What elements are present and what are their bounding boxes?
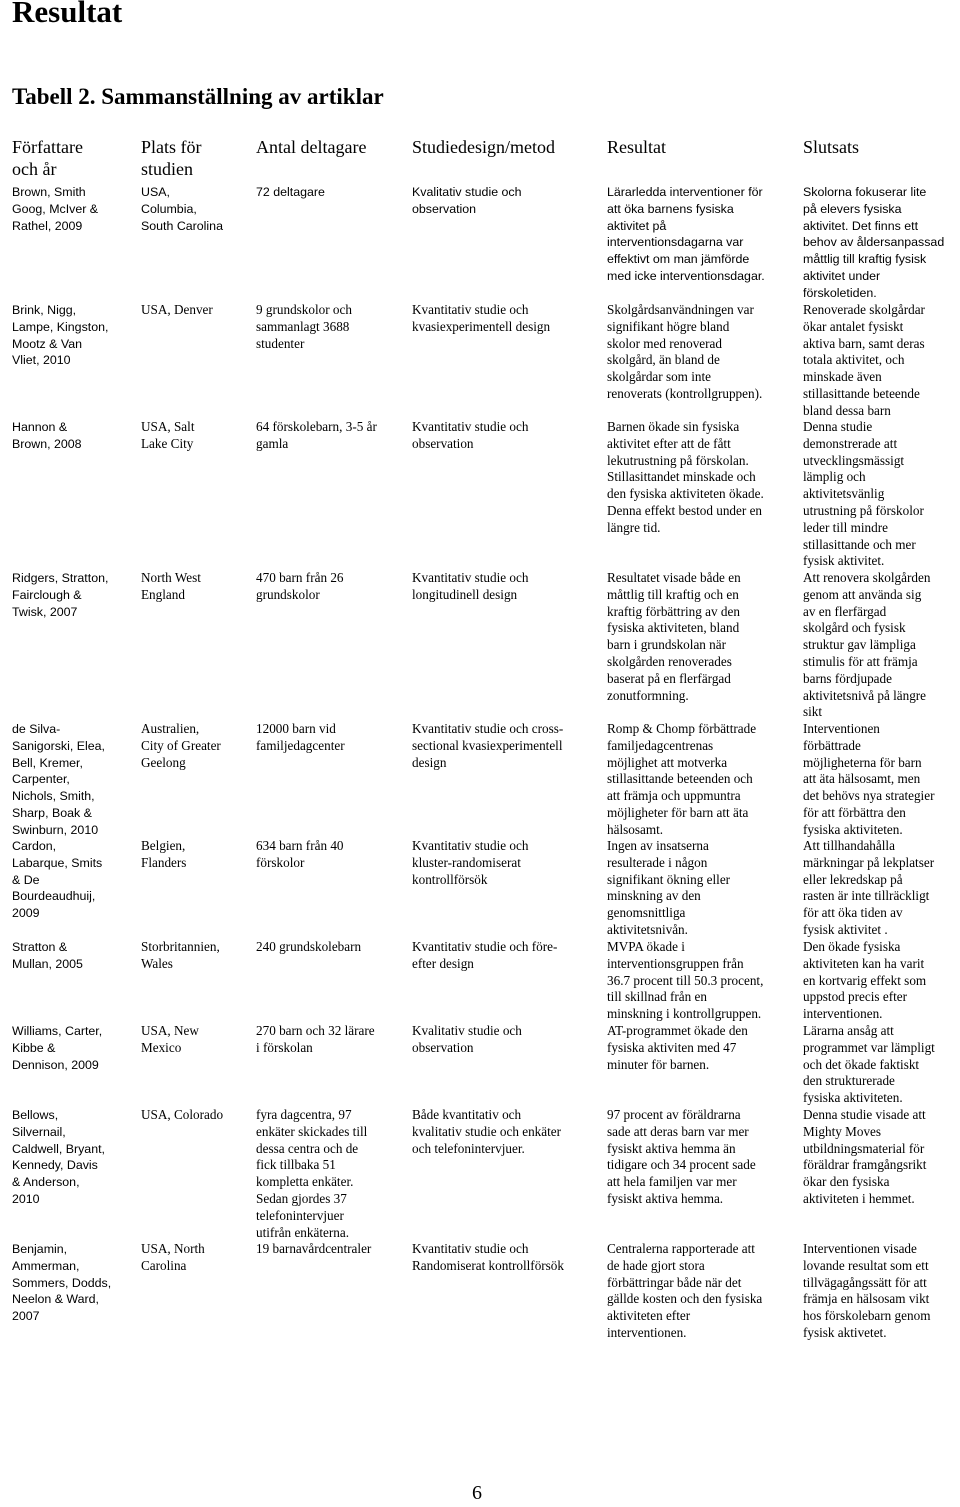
cell-author: Brink, Nigg, Lampe, Kingston, Mootz & Van Vliet, 2010	[12, 303, 109, 368]
cell-conclusion: Lärarna ansåg att programmet var lämpligt och det ökade faktiskt den strukturerade fysiska aktiviteten.	[803, 1023, 935, 1106]
cell-author: Williams, Carter, Kibbe & Dennison, 2009	[12, 1024, 103, 1072]
page-number: 6	[472, 1482, 482, 1504]
cell-participants: 470 barn från 26 grundskolor	[256, 570, 344, 602]
cell-result: Ingen av insatserna resulterade i någon signifikant ökning eller minskning av den genomsnittliga aktivitetsnivån.	[607, 838, 731, 937]
cell-participants: fyra dagcentra, 97 enkäter skickades till dessa centra och de fick tillbaka 51 kompletta enkäter. Sedan gjordes 37 telefonintervjuer utifrån enkäterna.	[256, 1107, 368, 1240]
cell-design: Både kvantitativ och kvalitativ studie och enkäter och telefonintervjuer.	[412, 1107, 562, 1156]
cell-place: USA, Denver	[141, 302, 213, 317]
cell-author: Ridgers, Stratton, Fairclough & Twisk, 2007	[12, 571, 109, 619]
cell-place: USA, New Mexico	[141, 1023, 199, 1055]
cell-result: Barnen ökade sin fysiska aktivitet efter att de fått lekutrustning på förskolan. Stillasittandet minskade och den fysiska aktiviteten ökade. Denna effekt bestod under en längre tid.	[607, 419, 764, 535]
cell-place: Belgien, Flanders	[141, 838, 187, 870]
cell-conclusion: Renoverade skolgårdar ökar antalet fysiskt aktiva barn, samt deras totala aktivitet, och minskade även stillasittande beteende bland dessa barn	[803, 302, 925, 418]
cell-conclusion: Att tillhandahålla märkningar på lekplatser eller lekredskap på rasten är inte tillräckligt för att öka tiden av fysisk aktivitet .	[803, 838, 935, 937]
table-caption: Tabell 2. Sammanställning av artiklar	[12, 84, 384, 109]
cell-participants: 12000 barn vid familjedagcenter	[256, 721, 345, 753]
cell-design: Kvantitativ studie och observation	[412, 419, 529, 451]
column-header-design: Studiedesign/metod	[412, 137, 555, 157]
cell-place: North West England	[141, 570, 201, 602]
cell-author: Brown, Smith Goog, McIver & Rathel, 2009	[12, 185, 99, 233]
cell-conclusion: Denna studie demonstrerade att utvecklingsmässigt lämplig och aktivitetsvänlig utrustning på förskolor leder till mindre stillasittande och mer fysisk aktivitet.	[803, 419, 924, 569]
column-header-place: Plats för studien	[141, 137, 202, 179]
cell-design: Kvantitativ studie och kvasiexperimentell design	[412, 302, 551, 334]
cell-participants: 634 barn från 40 förskolor	[256, 838, 344, 870]
cell-design: Kvantitativ studie och före- efter design	[412, 939, 558, 971]
cell-participants: 19 barnavårdcentraler	[256, 1241, 372, 1256]
cell-result: Skolgårdsanvändningen var signifikant högre bland skolor med renoverad skolgård, än bland de skolgårdar som inte renoverats (kontrollgruppen).	[607, 302, 763, 401]
cell-place: USA, North Carolina	[141, 1241, 205, 1273]
cell-design: Kvalitativ studie och observation	[412, 185, 522, 216]
cell-participants: 270 barn och 32 lärare i förskolan	[256, 1023, 375, 1055]
cell-participants: 9 grundskolor och sammanlagt 3688 studenter	[256, 302, 352, 351]
cell-design: Kvantitativ studie och cross- sectional kvasiexperimentell design	[412, 721, 564, 770]
page-heading: Resultat	[12, 0, 123, 29]
cell-place: Storbritannien, Wales	[141, 939, 220, 971]
cell-design: Kvantitativ studie och kluster-randomiserat kontrollförsök	[412, 838, 529, 887]
cell-author: Bellows, Silvernail, Caldwell, Bryant, Kennedy, Davis & Anderson, 2010	[12, 1108, 105, 1206]
cell-result: Centralerna rapporterade att de hade gjort stora förbättringar både när det gällde kosten och den fysiska aktiviteten efter interventionen.	[607, 1241, 763, 1340]
cell-result: MVPA ökade i interventionsgruppen från 36.7 procent till 50.3 procent, till skillnad från en minskning i kontrollgruppen.	[607, 939, 764, 1022]
cell-author: Cardon, Labarque, Smits & De Bourdeaudhuij, 2009	[12, 839, 103, 921]
column-header-participants: Antal deltagare	[256, 137, 367, 157]
column-header-conclusion: Slutsats	[803, 137, 860, 157]
cell-place: USA, Salt Lake City	[141, 419, 195, 451]
cell-author: Hannon & Brown, 2008	[12, 420, 82, 451]
column-header-result: Resultat	[607, 137, 666, 157]
cell-result: Lärarledda interventioner för att öka barnens fysiska aktivitet på interventionsdagarna var effektivt om man jämförde med icke interventionsdagar.	[607, 185, 765, 283]
cell-result: Romp & Chomp förbättrade familjedagcentrenas möjlighet att motverka stillasittande beteenden och att främja och uppmuntra möjligheter för barn att äta hälsosamt.	[607, 721, 757, 837]
cell-author: Benjamin, Ammerman, Sommers, Dodds, Neelon & Ward, 2007	[12, 1242, 112, 1324]
cell-result: 97 procent av föräldrarna sade att deras barn var mer fysiskt aktiva hemma än tidigare och 34 procent sade att hela familjen var mer fysiskt aktiva hemma.	[607, 1107, 756, 1206]
cell-design: Kvantitativ studie och Randomiserat kontrollförsök	[412, 1241, 564, 1273]
cell-participants: 64 förskolebarn, 3-5 år gamla	[256, 419, 377, 451]
cell-design: Kvalitativ studie och observation	[412, 1023, 522, 1055]
cell-conclusion: Denna studie visade att Mighty Moves utbildningsmaterial för föräldrar framgångsrikt ökar den fysiska aktiviteten i hemmet.	[803, 1107, 927, 1206]
cell-place: USA, Columbia, South Carolina	[141, 185, 223, 233]
cell-conclusion: Interventionen visade lovande resultat som ett tillvägagångssätt för att främja en hälsosam vikt hos förskolebarn genom fysisk aktivetet.	[803, 1241, 931, 1340]
cell-conclusion: Att renovera skolgården genom att använda sig av en flerfärgad skolgård och fysisk struktur gav lämpliga stimulis för att främja barns fördjupade aktivitetsnivå på längre sikt	[803, 570, 931, 720]
cell-author: de Silva- Sanigorski, Elea, Bell, Kremer, Carpenter, Nichols, Smith, Sharp, Boak & Swinburn, 2010	[12, 722, 105, 837]
cell-participants: 240 grundskolebarn	[256, 939, 362, 954]
cell-conclusion: Den ökade fysiska aktiviteten kan ha varit en kortvarig effekt som uppstod precis efter interventionen.	[803, 939, 927, 1022]
cell-conclusion: Skolorna fokuserar lite på elevers fysiska aktivitet. Det finns ett behov av åldersanpassad måttlig till kraftig fysisk aktivitet under förskoletiden.	[803, 185, 945, 300]
cell-design: Kvantitativ studie och longitudinell design	[412, 570, 529, 602]
cell-participants: 72 deltagare	[256, 185, 325, 199]
cell-result: Resultatet visade både en måttlig till kraftig och en kraftig förbättring av den fysiska aktiviteten, bland barn i grundskolan när skolgården renoverades baserat på en flerfärgad zonutformning.	[607, 570, 741, 703]
cell-result: AT-programmet ökade den fysiska aktiviten med 47 minuter för barnen.	[607, 1023, 748, 1072]
cell-place: USA, Colorado	[141, 1107, 224, 1122]
cell-conclusion: Interventionen förbättrade möjligheterna för barn att äta hälsosamt, men det behövs nya strategier för att förbättra den fysiska aktiviteten.	[803, 721, 935, 837]
cell-place: Australien, City of Greater Geelong	[141, 721, 221, 770]
column-header-author: Författare och år	[12, 137, 83, 179]
cell-author: Stratton & Mullan, 2005	[12, 940, 83, 971]
